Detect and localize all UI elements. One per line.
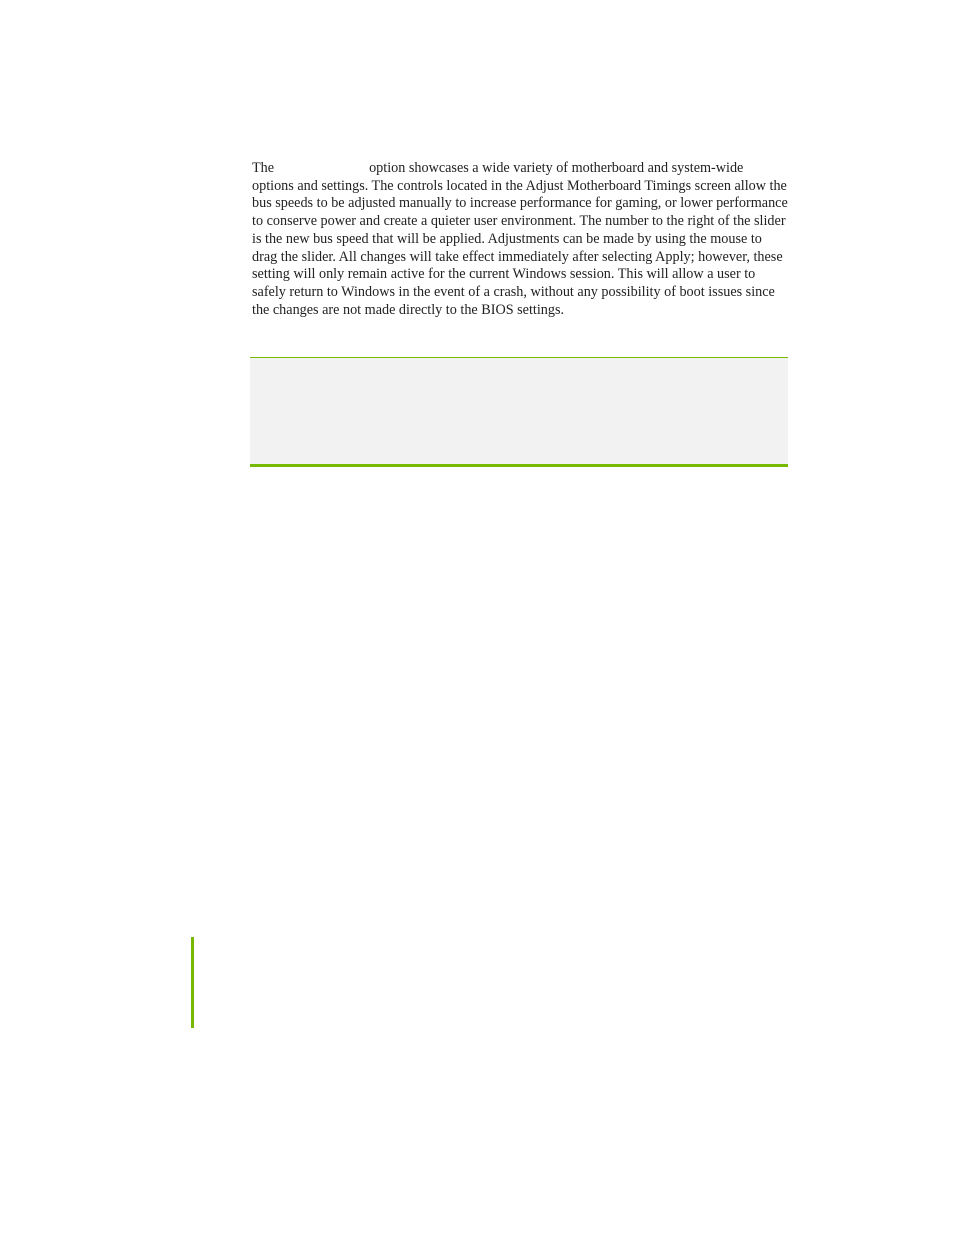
note-box — [250, 357, 788, 467]
paragraph-lead: The — [252, 160, 275, 176]
paragraph-text: option showcases a wide variety of motherboard and system-wide options and settings. The controls located in the Adjust Motherboard Timings screen allow the bus speeds to be adjusted manually to increase performance for gaming, or lower performance to conserve power and create a quieter user environment. The number to the right of the slider is the new bus speed that will be applied. Adjustments can be made by using the mouse to drag the slider. All changes will take effect immediately after selecting Apply; however, these setting will only remain active for the current Windows session. This will allow a user to safely return to Windows in the event of a crash, without any possibility of boot issues since the changes are not made directly to the BIOS settings. — [252, 160, 788, 318]
body-paragraph — [252, 160, 788, 319]
margin-change-bar — [191, 937, 194, 1028]
